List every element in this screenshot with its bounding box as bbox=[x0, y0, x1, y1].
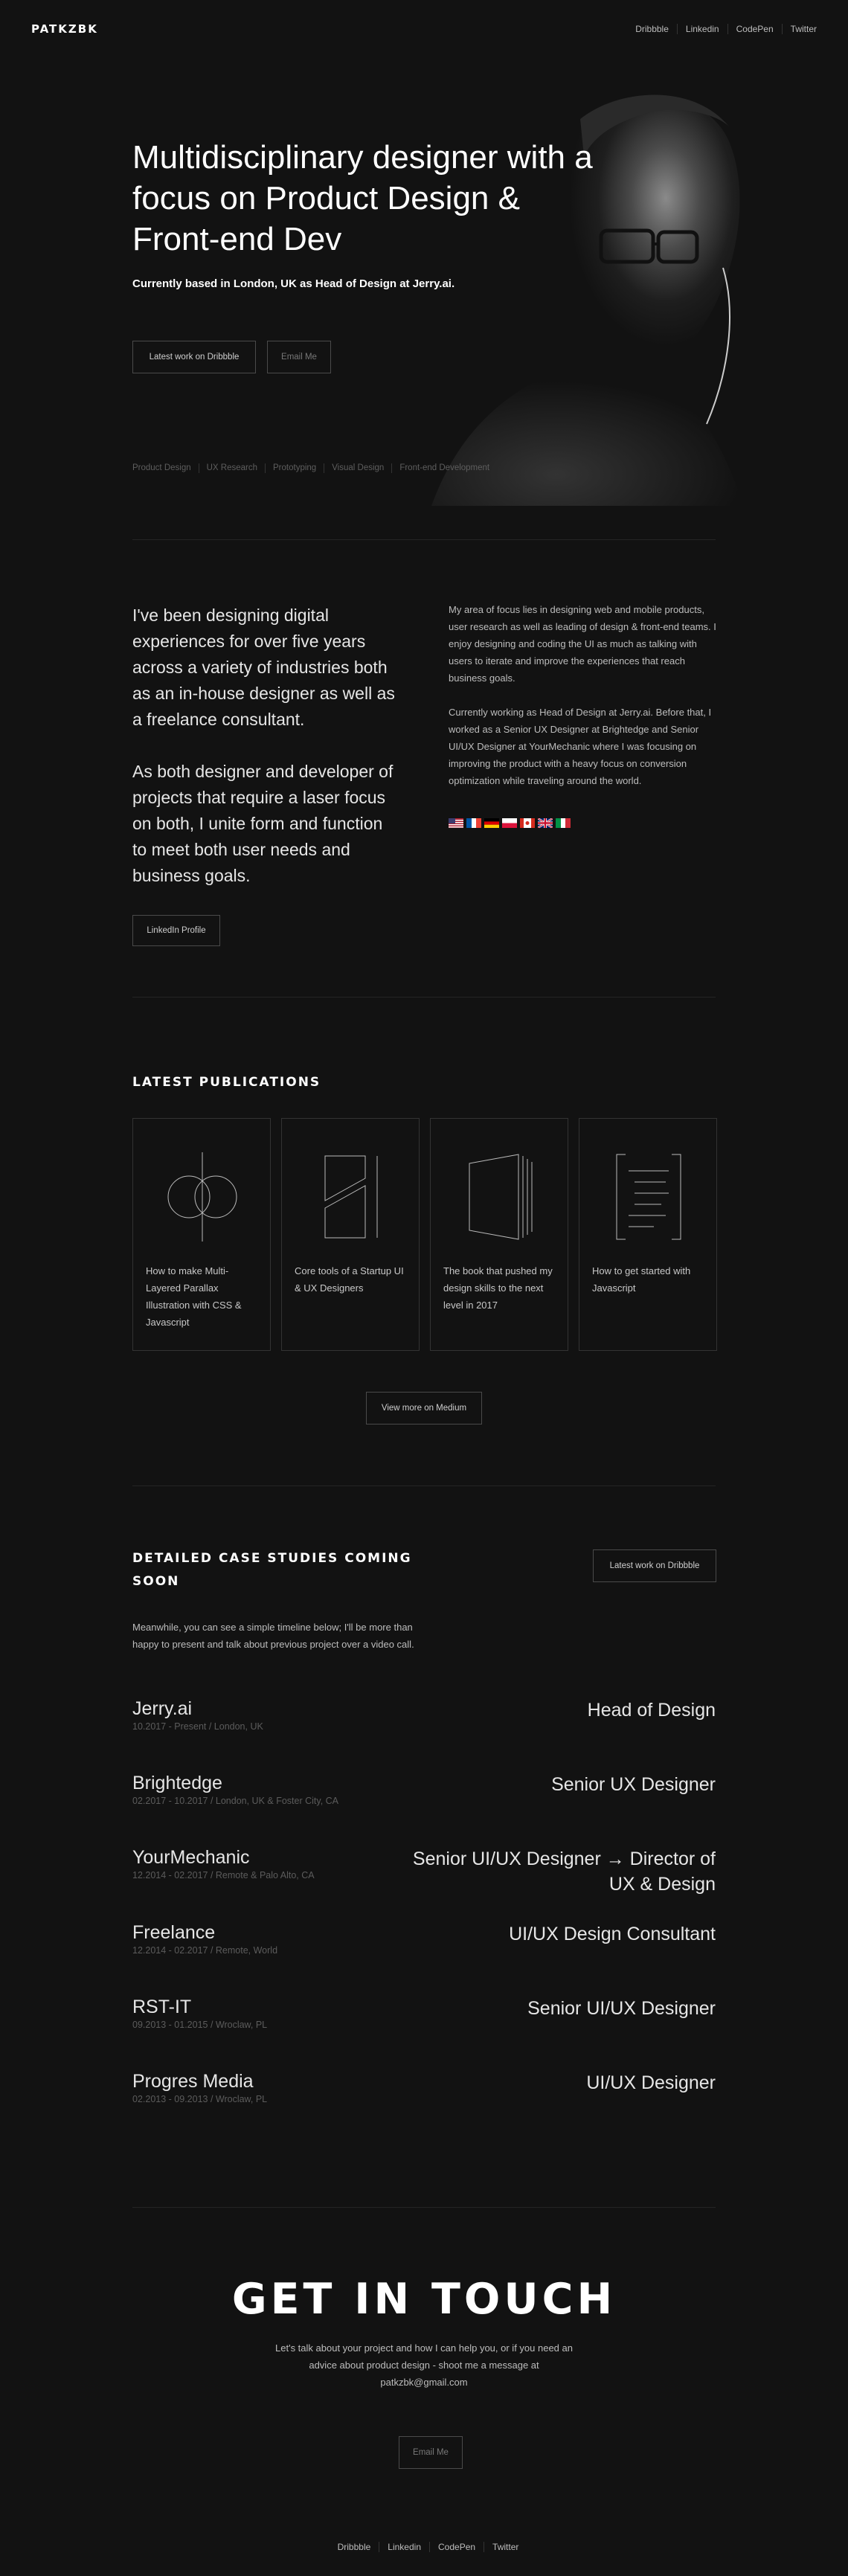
overlapping-circles-icon bbox=[133, 1149, 272, 1245]
footer-codepen-link[interactable]: CodePen bbox=[429, 2542, 484, 2552]
fr-flag-icon bbox=[466, 818, 481, 828]
nav-codepen-link[interactable]: CodePen bbox=[727, 24, 782, 34]
nav-dribbble-link[interactable]: Dribbble bbox=[635, 24, 669, 34]
publication-label: Core tools of a Startup UI & UX Designers bbox=[295, 1265, 404, 1294]
job-role: Senior UI/UX Designer → Director of UX & Design bbox=[412, 1849, 716, 1895]
job-meta: 02.2013 - 09.2013 / Wroclaw, PL bbox=[132, 2094, 268, 2104]
tools-icon bbox=[282, 1149, 420, 1245]
nav-linkedin-link[interactable]: Linkedin bbox=[677, 24, 727, 34]
get-in-touch-title: GET IN TOUCH bbox=[231, 2275, 617, 2324]
dribbble-work-button[interactable]: Latest work on Dribbble bbox=[132, 341, 256, 373]
code-brackets-icon bbox=[579, 1149, 718, 1245]
skills-list bbox=[132, 463, 497, 473]
job-company: Brightedge bbox=[132, 1773, 222, 1793]
about-lead-paragraph: I've been designing digital experiences for over five years across a variety of industries both as an in-house designer as well as a freelance consultant. bbox=[132, 606, 395, 729]
publication-card[interactable] bbox=[579, 1118, 717, 1351]
logo[interactable]: PATKZBK bbox=[31, 22, 98, 36]
footer-twitter-link[interactable]: Twitter bbox=[484, 2542, 518, 2552]
contact-text: Let's talk about your project and how I can help you, or if you need an advice about product design - shoot me a message at patkzbk@gmail.com bbox=[275, 2342, 573, 2388]
publications-title: LATEST PUBLICATIONS bbox=[132, 1075, 321, 1090]
about-detail-paragraph: Currently working as Head of Design at Jerry.ai. Before that, I worked as a Senior UX Designer at Brightedge and Senior UI/UX Designer at YourMechanic where I was focusing on improving the product with a heavy focus on conversion optimization while traveling around the world. bbox=[449, 707, 712, 786]
job-company: Jerry.ai bbox=[132, 1698, 193, 1719]
dribbble-work-button[interactable]: Latest work on Dribbble bbox=[593, 1549, 716, 1582]
top-bar bbox=[0, 0, 848, 60]
skill-item: Product Design bbox=[132, 463, 191, 472]
skill-item: UX Research bbox=[199, 463, 265, 473]
pl-flag-icon bbox=[502, 818, 517, 828]
email-me-button[interactable]: Email Me bbox=[267, 341, 331, 373]
hero-section bbox=[0, 60, 848, 506]
skill-item: Visual Design bbox=[324, 463, 391, 473]
about-lead bbox=[132, 603, 400, 915]
top-nav bbox=[627, 24, 817, 34]
publication-label: The book that pushed my design skills to the next level in 2017 bbox=[443, 1265, 553, 1311]
about-details bbox=[449, 601, 716, 806]
job-role: Head of Design bbox=[587, 1700, 716, 1721]
skill-item: Front-end Development bbox=[391, 463, 497, 473]
uk-flag-icon bbox=[538, 818, 553, 828]
footer-dribbble-link[interactable]: Dribbble bbox=[337, 2542, 371, 2552]
nav-twitter-link[interactable]: Twitter bbox=[782, 24, 817, 34]
job-meta: 10.2017 - Present / London, UK bbox=[132, 1721, 263, 1732]
publication-card[interactable] bbox=[430, 1118, 568, 1351]
footer-nav bbox=[0, 2542, 848, 2552]
publication-label: How to make Multi-Layered Parallax Illustration with CSS & Javascript bbox=[146, 1265, 242, 1328]
skill-item: Prototyping bbox=[265, 463, 324, 473]
about-lead-paragraph: As both designer and developer of projects that require a laser focus on both, I unite form and function to meet both user needs and business goals. bbox=[132, 762, 394, 885]
about-detail-paragraph: My area of focus lies in designing web and mobile products, user research as well as leading of design & front-end teams. I enjoy designing and coding the UI as much as talking with users to iterate and improve the experiences that reach business goals. bbox=[449, 604, 716, 684]
publication-card[interactable] bbox=[132, 1118, 271, 1351]
publications-grid bbox=[132, 1118, 717, 1351]
job-meta: 12.2014 - 02.2017 / Remote, World bbox=[132, 1945, 278, 1956]
book-icon bbox=[431, 1149, 569, 1245]
view-more-medium-button[interactable]: View more on Medium bbox=[366, 1392, 482, 1424]
us-flag-icon bbox=[449, 818, 463, 828]
job-meta: 02.2017 - 10.2017 / London, UK & Foster City, CA bbox=[132, 1796, 339, 1806]
hero-title: Multidisciplinary designer with a focus on Product Design & Front-end Dev bbox=[132, 139, 593, 257]
footer-linkedin-link[interactable]: Linkedin bbox=[379, 2542, 429, 2552]
ca-flag-icon bbox=[520, 818, 535, 828]
de-flag-icon bbox=[484, 818, 499, 828]
job-company: RST-IT bbox=[132, 1997, 192, 2017]
linkedin-profile-button[interactable]: LinkedIn Profile bbox=[132, 915, 220, 946]
it-flag-icon bbox=[556, 818, 571, 828]
flags-row bbox=[449, 818, 571, 828]
job-role: Senior UI/UX Designer bbox=[527, 1998, 716, 2019]
job-company: YourMechanic bbox=[132, 1847, 250, 1868]
job-company: Progres Media bbox=[132, 2071, 254, 2092]
job-meta: 09.2013 - 01.2015 / Wroclaw, PL bbox=[132, 2020, 268, 2030]
publication-card[interactable] bbox=[281, 1118, 420, 1351]
case-studies-title: DETAILED CASE STUDIES COMING SOON bbox=[132, 1551, 412, 1589]
section-divider bbox=[132, 997, 716, 998]
job-role: UI/UX Design Consultant bbox=[509, 1924, 716, 1944]
section-divider bbox=[132, 539, 716, 540]
case-studies-intro: Meanwhile, you can see a simple timeline below; I'll be more than happy to present and talk about previous project over a video call. bbox=[132, 1622, 414, 1650]
section-divider bbox=[132, 1485, 716, 1486]
email-me-button[interactable]: Email Me bbox=[399, 2436, 463, 2469]
section-divider bbox=[132, 2207, 716, 2208]
job-role: Senior UX Designer bbox=[551, 1774, 716, 1795]
job-meta: 12.2014 - 02.2017 / Remote & Palo Alto, CA bbox=[132, 1870, 315, 1880]
job-company: Freelance bbox=[132, 1922, 216, 1943]
job-role: UI/UX Designer bbox=[586, 2072, 716, 2093]
publication-label: How to get started with Javascript bbox=[592, 1265, 691, 1294]
hero-subtitle: Currently based in London, UK as Head of Design at Jerry.ai. bbox=[132, 277, 455, 290]
